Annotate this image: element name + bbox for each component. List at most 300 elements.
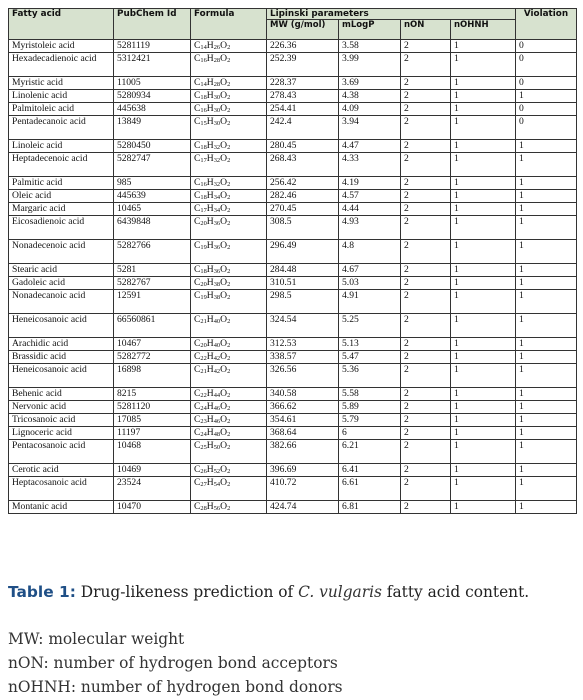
table-row: [9, 313, 577, 337]
table-row: [9, 413, 577, 426]
cell-pubchem-id: 10465: [114, 202, 191, 215]
cell-mw: 310.51: [267, 276, 339, 289]
cell-nohnh: 1: [451, 350, 516, 363]
cell-pubchem-id: 16898: [114, 363, 191, 387]
cell-formula: $C_{18}H_{30}O_2$: [191, 89, 267, 102]
formula-subscript-h: 28: [213, 80, 221, 88]
cell-non: 2: [401, 400, 451, 413]
cell-fatty-acid: Brassidic acid: [9, 350, 114, 363]
cell-violation: 1: [516, 263, 577, 276]
cell-non: 2: [401, 115, 451, 139]
cell-nohnh: 1: [451, 152, 516, 176]
cell-non: 2: [401, 276, 451, 289]
cell-mw: 228.37: [267, 76, 339, 89]
formula-subscript-c: 16: [200, 106, 207, 114]
cell-formula: $C_{19}H_{38}O_2$: [191, 289, 267, 313]
table-row: [9, 202, 577, 215]
cell-mw: 410.72: [267, 476, 339, 500]
formula-subscript-h: 34: [213, 193, 221, 201]
caption-text-before: Drug-likeness prediction of: [75, 583, 299, 601]
cell-mw: 382.66: [267, 439, 339, 463]
formula-subscript-c: 20: [200, 280, 207, 288]
cell-nohnh: 1: [451, 76, 516, 89]
cell-mlogp: 6.21: [339, 439, 401, 463]
cell-violation: 1: [516, 313, 577, 337]
header-nohnh: nOHNH: [451, 19, 516, 39]
formula-subscript-h: 30: [213, 93, 221, 101]
cell-fatty-acid: Gadoleic acid: [9, 276, 114, 289]
table-row: [9, 276, 577, 289]
header-mlogp: mLogP: [339, 19, 401, 39]
cell-violation: 0: [516, 102, 577, 115]
cell-fatty-acid: Linoleic acid: [9, 139, 114, 152]
cell-mlogp: 4.8: [339, 239, 401, 263]
note-non: nON: number of hydrogen bond acceptors: [8, 654, 338, 672]
formula-subscript-h: 36: [213, 243, 221, 251]
cell-non: 2: [401, 337, 451, 350]
table-row: [9, 476, 577, 500]
cell-mw: 338.57: [267, 350, 339, 363]
cell-mw: 312.53: [267, 337, 339, 350]
cell-violation: 1: [516, 276, 577, 289]
cell-mw: 298.5: [267, 289, 339, 313]
cell-pubchem-id: 445639: [114, 189, 191, 202]
cell-mw: 296.49: [267, 239, 339, 263]
cell-nohnh: 1: [451, 215, 516, 239]
cell-fatty-acid: Lignoceric acid: [9, 426, 114, 439]
cell-fatty-acid: Hexadecadienoic acid: [9, 52, 114, 76]
cell-mw: 270.45: [267, 202, 339, 215]
cell-mlogp: 6.81: [339, 500, 401, 513]
cell-mw: 226.36: [267, 39, 339, 52]
table-row: [9, 39, 577, 52]
cell-pubchem-id: 5282766: [114, 239, 191, 263]
cell-mlogp: 5.13: [339, 337, 401, 350]
cell-nohnh: 1: [451, 463, 516, 476]
cell-nohnh: 1: [451, 387, 516, 400]
cell-mw: 280.45: [267, 139, 339, 152]
cell-nohnh: 1: [451, 239, 516, 263]
table-row: [9, 189, 577, 202]
formula-subscript-h: 36: [213, 219, 221, 227]
formula-subscript-o: 2: [227, 180, 231, 188]
formula-subscript-c: 17: [200, 156, 207, 164]
formula-subscript-h: 34: [213, 206, 221, 214]
cell-violation: 0: [516, 52, 577, 76]
cell-formula: $C_{21}H_{40}O_2$: [191, 313, 267, 337]
cell-pubchem-id: 10469: [114, 463, 191, 476]
cell-pubchem-id: 11197: [114, 426, 191, 439]
formula-subscript-o: 2: [227, 391, 231, 399]
cell-fatty-acid: Arachidic acid: [9, 337, 114, 350]
cell-pubchem-id: 5280450: [114, 139, 191, 152]
formula-subscript-c: 22: [200, 354, 207, 362]
formula-subscript-c: 21: [200, 367, 207, 375]
cell-mw: 284.48: [267, 263, 339, 276]
formula-subscript-h: 40: [213, 317, 221, 325]
cell-formula: $C_{26}H_{52}O_2$: [191, 463, 267, 476]
caption-text-after: fatty acid content.: [381, 583, 530, 601]
formula-subscript-h: 32: [213, 156, 221, 164]
table-row: [9, 115, 577, 139]
table-row: [9, 239, 577, 263]
cell-formula: $C_{18}H_{36}O_2$: [191, 263, 267, 276]
cell-non: 2: [401, 76, 451, 89]
cell-formula: $C_{18}H_{34}O_2$: [191, 189, 267, 202]
cell-fatty-acid: Heptacosanoic acid: [9, 476, 114, 500]
cell-mlogp: 4.93: [339, 215, 401, 239]
cell-fatty-acid: Palmitoleic acid: [9, 102, 114, 115]
cell-mlogp: 4.91: [339, 289, 401, 313]
cell-formula: $C_{17}H_{32}O_2$: [191, 152, 267, 176]
formula-subscript-c: 26: [200, 467, 207, 475]
header-violation: Violation: [516, 9, 577, 40]
caption-species: C. vulgaris: [298, 583, 382, 601]
table-row: [9, 52, 577, 76]
cell-nohnh: 1: [451, 313, 516, 337]
formula-subscript-c: 18: [200, 193, 207, 201]
table-row: [9, 89, 577, 102]
formula-subscript-h: 42: [213, 367, 221, 375]
cell-formula: $C_{15}H_{30}O_2$: [191, 115, 267, 139]
formula-subscript-o: 2: [227, 93, 231, 101]
cell-pubchem-id: 5281: [114, 263, 191, 276]
cell-mlogp: 6.61: [339, 476, 401, 500]
cell-nohnh: 1: [451, 439, 516, 463]
cell-nohnh: 1: [451, 52, 516, 76]
note-nohnh: nOHNH: number of hydrogen bond donors: [8, 678, 343, 696]
cell-violation: 1: [516, 289, 577, 313]
table-row: [9, 400, 577, 413]
cell-mw: 254.41: [267, 102, 339, 115]
cell-fatty-acid: Nonadecanoic acid: [9, 289, 114, 313]
cell-non: 2: [401, 363, 451, 387]
cell-mw: 278.43: [267, 89, 339, 102]
cell-mlogp: 5.58: [339, 387, 401, 400]
formula-subscript-c: 18: [200, 143, 207, 151]
formula-subscript-h: 42: [213, 354, 221, 362]
cell-mlogp: 5.79: [339, 413, 401, 426]
cell-pubchem-id: 985: [114, 176, 191, 189]
formula-subscript-o: 2: [227, 206, 231, 214]
cell-mlogp: 4.19: [339, 176, 401, 189]
cell-mlogp: 6.41: [339, 463, 401, 476]
table-caption: [8, 583, 576, 602]
cell-formula: $C_{19}H_{36}O_2$: [191, 239, 267, 263]
formula-subscript-o: 2: [227, 56, 231, 64]
cell-pubchem-id: 11005: [114, 76, 191, 89]
cell-nohnh: 1: [451, 89, 516, 102]
formula-subscript-c: 14: [200, 80, 207, 88]
cell-formula: $C_{21}H_{42}O_2$: [191, 363, 267, 387]
cell-fatty-acid: Oleic acid: [9, 189, 114, 202]
cell-mlogp: 4.47: [339, 139, 401, 152]
formula-subscript-h: 30: [213, 119, 221, 127]
formula-subscript-c: 21: [200, 317, 207, 325]
cell-nohnh: 1: [451, 426, 516, 439]
cell-pubchem-id: 8215: [114, 387, 191, 400]
cell-mw: 368.64: [267, 426, 339, 439]
cell-non: 2: [401, 215, 451, 239]
cell-mw: 326.56: [267, 363, 339, 387]
cell-fatty-acid: Heptadecenoic acid: [9, 152, 114, 176]
cell-pubchem-id: 66560861: [114, 313, 191, 337]
header-formula: Formula: [191, 9, 267, 40]
cell-non: 2: [401, 439, 451, 463]
cell-nohnh: 1: [451, 276, 516, 289]
formula-subscript-o: 2: [227, 280, 231, 288]
cell-non: 2: [401, 350, 451, 363]
cell-pubchem-id: 13849: [114, 115, 191, 139]
cell-violation: 1: [516, 413, 577, 426]
table-row: [9, 363, 577, 387]
table-row: [9, 439, 577, 463]
cell-nohnh: 1: [451, 39, 516, 52]
cell-mw: 324.54: [267, 313, 339, 337]
formula-subscript-h: 32: [213, 180, 221, 188]
cell-fatty-acid: Myristic acid: [9, 76, 114, 89]
formula-subscript-h: 44: [213, 391, 221, 399]
note-mw: MW: molecular weight: [8, 630, 185, 648]
formula-subscript-h: 56: [213, 504, 221, 512]
table-row: [9, 426, 577, 439]
cell-violation: 1: [516, 215, 577, 239]
cell-fatty-acid: Myristoleic acid: [9, 39, 114, 52]
cell-non: 2: [401, 102, 451, 115]
cell-violation: 1: [516, 176, 577, 189]
formula-subscript-o: 2: [227, 430, 231, 438]
formula-subscript-h: 30: [213, 106, 221, 114]
formula-subscript-o: 2: [227, 156, 231, 164]
cell-formula: $C_{16}H_{30}O_2$: [191, 102, 267, 115]
cell-mlogp: 6: [339, 426, 401, 439]
cell-non: 2: [401, 152, 451, 176]
cell-violation: 1: [516, 337, 577, 350]
cell-formula: $C_{16}H_{28}O_2$: [191, 52, 267, 76]
cell-violation: 0: [516, 115, 577, 139]
cell-non: 2: [401, 313, 451, 337]
cell-non: 2: [401, 189, 451, 202]
cell-fatty-acid: Nonadecenoic acid: [9, 239, 114, 263]
formula-subscript-c: 19: [200, 293, 207, 301]
cell-formula: $C_{22}H_{44}O_2$: [191, 387, 267, 400]
caption-label: Table 1:: [8, 583, 76, 601]
cell-pubchem-id: 23524: [114, 476, 191, 500]
cell-violation: 1: [516, 152, 577, 176]
cell-mlogp: 3.58: [339, 39, 401, 52]
cell-pubchem-id: 5281120: [114, 400, 191, 413]
cell-mlogp: 5.89: [339, 400, 401, 413]
cell-pubchem-id: 5282772: [114, 350, 191, 363]
formula-subscript-c: 24: [200, 430, 207, 438]
cell-fatty-acid: Tricosanoic acid: [9, 413, 114, 426]
cell-non: 2: [401, 39, 451, 52]
cell-formula: $C_{24}H_{46}O_2$: [191, 400, 267, 413]
cell-non: 2: [401, 52, 451, 76]
cell-fatty-acid: Linolenic acid: [9, 89, 114, 102]
formula-subscript-c: 22: [200, 391, 207, 399]
cell-pubchem-id: 445638: [114, 102, 191, 115]
formula-subscript-c: 27: [200, 480, 207, 488]
table-row: [9, 176, 577, 189]
cell-mlogp: 4.44: [339, 202, 401, 215]
formula-subscript-h: 54: [213, 480, 221, 488]
formula-subscript-o: 2: [227, 243, 231, 251]
cell-formula: $C_{20}H_{36}O_2$: [191, 215, 267, 239]
cell-formula: $C_{20}H_{40}O_2$: [191, 337, 267, 350]
formula-subscript-o: 2: [227, 443, 231, 451]
formula-subscript-c: 16: [200, 180, 207, 188]
cell-nohnh: 1: [451, 400, 516, 413]
cell-violation: 1: [516, 202, 577, 215]
table-row: [9, 76, 577, 89]
formula-subscript-h: 40: [213, 341, 221, 349]
cell-formula: $C_{22}H_{42}O_2$: [191, 350, 267, 363]
formula-subscript-o: 2: [227, 467, 231, 475]
cell-formula: $C_{16}H_{32}O_2$: [191, 176, 267, 189]
cell-pubchem-id: 10468: [114, 439, 191, 463]
cell-mw: 396.69: [267, 463, 339, 476]
header-fatty-acid: Fatty acid: [9, 9, 114, 40]
cell-violation: 1: [516, 350, 577, 363]
formula-subscript-o: 2: [227, 341, 231, 349]
cell-fatty-acid: Pentacosanoic acid: [9, 439, 114, 463]
formula-subscript-o: 2: [227, 106, 231, 114]
formula-subscript-c: 18: [200, 93, 207, 101]
cell-pubchem-id: 5282747: [114, 152, 191, 176]
formula-subscript-h: 36: [213, 267, 221, 275]
formula-subscript-o: 2: [227, 43, 231, 51]
table-header: [9, 9, 577, 40]
cell-violation: 1: [516, 89, 577, 102]
cell-fatty-acid: Heneicosanoic acid: [9, 363, 114, 387]
cell-pubchem-id: 5282767: [114, 276, 191, 289]
table-row: [9, 215, 577, 239]
cell-violation: 1: [516, 363, 577, 387]
formula-subscript-c: 23: [200, 417, 207, 425]
cell-violation: 1: [516, 426, 577, 439]
formula-subscript-h: 38: [213, 280, 221, 288]
formula-subscript-c: 28: [200, 504, 207, 512]
table-row: [9, 350, 577, 363]
table-row: [9, 289, 577, 313]
formula-subscript-o: 2: [227, 480, 231, 488]
formula-subscript-o: 2: [227, 404, 231, 412]
header-pubchem-id: PubChem Id: [114, 9, 191, 40]
cell-fatty-acid: Heneicosanoic acid: [9, 313, 114, 337]
drug-likeness-table: [8, 8, 577, 514]
cell-nohnh: 1: [451, 337, 516, 350]
cell-violation: 1: [516, 439, 577, 463]
cell-non: 2: [401, 500, 451, 513]
cell-mlogp: 5.47: [339, 350, 401, 363]
cell-non: 2: [401, 476, 451, 500]
cell-non: 2: [401, 413, 451, 426]
cell-formula: $C_{20}H_{38}O_2$: [191, 276, 267, 289]
formula-subscript-h: 38: [213, 293, 221, 301]
cell-mlogp: 4.57: [339, 189, 401, 202]
cell-mlogp: 3.99: [339, 52, 401, 76]
cell-mlogp: 5.25: [339, 313, 401, 337]
cell-nohnh: 1: [451, 476, 516, 500]
formula-subscript-c: 20: [200, 219, 207, 227]
cell-mw: 252.39: [267, 52, 339, 76]
formula-subscript-c: 15: [200, 119, 207, 127]
cell-mw: 268.43: [267, 152, 339, 176]
cell-nohnh: 1: [451, 202, 516, 215]
cell-formula: $C_{28}H_{56}O_2$: [191, 500, 267, 513]
formula-subscript-o: 2: [227, 80, 231, 88]
formula-subscript-o: 2: [227, 367, 231, 375]
cell-mlogp: 4.09: [339, 102, 401, 115]
cell-fatty-acid: Nervonic acid: [9, 400, 114, 413]
formula-subscript-h: 32: [213, 143, 221, 151]
cell-formula: $C_{24}H_{48}O_2$: [191, 426, 267, 439]
cell-pubchem-id: 10467: [114, 337, 191, 350]
formula-subscript-h: 46: [213, 417, 221, 425]
cell-non: 2: [401, 289, 451, 313]
table-row: [9, 463, 577, 476]
cell-violation: 1: [516, 463, 577, 476]
cell-non: 2: [401, 176, 451, 189]
formula-subscript-h: 28: [213, 56, 221, 64]
table-row: [9, 263, 577, 276]
cell-fatty-acid: Palmitic acid: [9, 176, 114, 189]
cell-nohnh: 1: [451, 500, 516, 513]
table-row: [9, 500, 577, 513]
cell-violation: 1: [516, 476, 577, 500]
cell-mlogp: 3.94: [339, 115, 401, 139]
cell-nohnh: 1: [451, 189, 516, 202]
formula-subscript-c: 16: [200, 56, 207, 64]
formula-subscript-c: 24: [200, 404, 207, 412]
cell-violation: 1: [516, 500, 577, 513]
formula-subscript-h: 26: [213, 43, 221, 51]
cell-violation: 1: [516, 387, 577, 400]
cell-non: 2: [401, 202, 451, 215]
cell-formula: $C_{25}H_{50}O_2$: [191, 439, 267, 463]
formula-subscript-h: 52: [213, 467, 221, 475]
formula-subscript-o: 2: [227, 504, 231, 512]
formula-subscript-o: 2: [227, 193, 231, 201]
formula-subscript-c: 19: [200, 243, 207, 251]
cell-non: 2: [401, 426, 451, 439]
cell-fatty-acid: Stearic acid: [9, 263, 114, 276]
cell-non: 2: [401, 89, 451, 102]
formula-subscript-c: 25: [200, 443, 207, 451]
cell-mw: 366.62: [267, 400, 339, 413]
formula-subscript-o: 2: [227, 143, 231, 151]
header-mw: MW (g/mol): [267, 19, 339, 39]
cell-violation: 1: [516, 139, 577, 152]
cell-mw: 242.4: [267, 115, 339, 139]
table-row: [9, 387, 577, 400]
table-row: [9, 102, 577, 115]
table-row: [9, 337, 577, 350]
cell-violation: 0: [516, 39, 577, 52]
cell-mlogp: 4.67: [339, 263, 401, 276]
cell-non: 2: [401, 139, 451, 152]
cell-mlogp: 4.33: [339, 152, 401, 176]
formula-subscript-o: 2: [227, 293, 231, 301]
cell-fatty-acid: Behenic acid: [9, 387, 114, 400]
fatty-acid-table-container: [8, 8, 576, 514]
cell-fatty-acid: Margaric acid: [9, 202, 114, 215]
formula-subscript-o: 2: [227, 354, 231, 362]
cell-mlogp: 3.69: [339, 76, 401, 89]
cell-mlogp: 5.36: [339, 363, 401, 387]
cell-nohnh: 1: [451, 176, 516, 189]
